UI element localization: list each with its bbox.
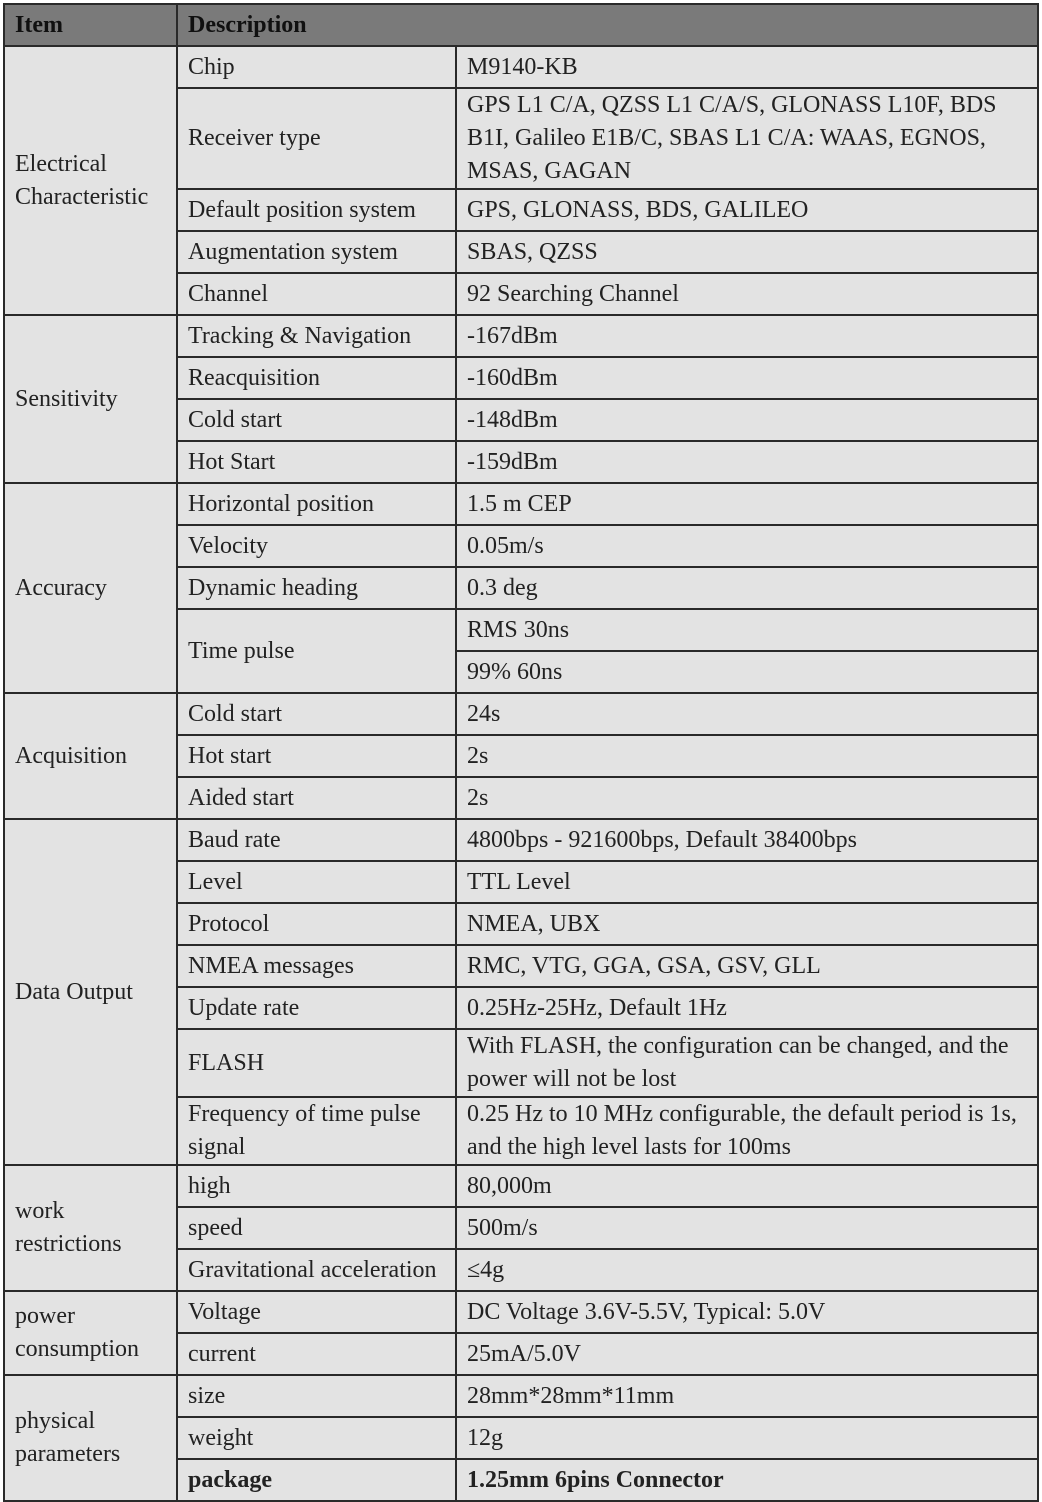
parameter-cell: Chip [177,46,456,88]
table-row [4,315,1038,357]
header-item: Item [4,4,177,46]
value-cell: 0.3 deg [456,567,1038,609]
parameter-cell: Gravitational acceleration [177,1249,456,1291]
parameter-cell: Frequency of time pulse signal [177,1097,456,1165]
parameter-cell: Voltage [177,1291,456,1333]
value-cell: DC Voltage 3.6V-5.5V, Typical: 5.0V [456,1291,1038,1333]
table-row [4,1291,1038,1333]
parameter-cell: Horizontal position [177,483,456,525]
header-description: Description [177,4,1038,46]
parameter-cell: current [177,1333,456,1375]
value-cell: 500m/s [456,1207,1038,1249]
value-cell: 92 Searching Channel [456,273,1038,315]
table-row [4,819,1038,861]
parameter-cell: Reacquisition [177,357,456,399]
header-row [4,4,1038,46]
parameter-cell: high [177,1165,456,1207]
value-cell: -160dBm [456,357,1038,399]
value-cell: M9140-KB [456,46,1038,88]
parameter-cell: size [177,1375,456,1417]
parameter-cell: Baud rate [177,819,456,861]
value-cell: 4800bps - 921600bps, Default 38400bps [456,819,1038,861]
value-cell: RMS 30ns [456,609,1038,651]
parameter-cell: package [177,1459,456,1501]
value-cell: -148dBm [456,399,1038,441]
parameter-cell: Protocol [177,903,456,945]
value-cell: SBAS, QZSS [456,231,1038,273]
parameter-cell: Update rate [177,987,456,1029]
table-row [4,46,1038,88]
parameter-cell: Default position system [177,189,456,231]
value-cell: 2s [456,735,1038,777]
parameter-cell: Tracking & Navigation [177,315,456,357]
parameter-cell: Velocity [177,525,456,567]
value-cell: 1.25mm 6pins Connector [456,1459,1038,1501]
group-label: Electrical Characteristic [4,46,177,315]
value-cell: RMC, VTG, GGA, GSA, GSV, GLL [456,945,1038,987]
value-cell: 99% 60ns [456,651,1038,693]
table-body [4,46,1038,1501]
value-cell: 0.25Hz-25Hz, Default 1Hz [456,987,1038,1029]
value-cell: 24s [456,693,1038,735]
value-cell: -159dBm [456,441,1038,483]
parameter-cell: Hot Start [177,441,456,483]
spec-table [3,3,1039,1502]
group-label: Accuracy [4,483,177,693]
table-header [4,4,1038,46]
group-label: Acquisition [4,693,177,819]
parameter-cell: Aided start [177,777,456,819]
group-label: power consumption [4,1291,177,1375]
group-label: Sensitivity [4,315,177,483]
table-row [4,1165,1038,1207]
parameter-cell: Cold start [177,693,456,735]
parameter-cell: speed [177,1207,456,1249]
value-cell: 0.25 Hz to 10 MHz configurable, the default period is 1s, and the high level lasts for 100ms [456,1097,1038,1165]
parameter-cell: Level [177,861,456,903]
value-cell: 2s [456,777,1038,819]
table-row [4,1375,1038,1417]
group-label: Data Output [4,819,177,1165]
value-cell: 12g [456,1417,1038,1459]
table-row [4,483,1038,525]
parameter-cell: weight [177,1417,456,1459]
value-cell: GPS L1 C/A, QZSS L1 C/A/S, GLONASS L10F, BDS B1I, Galileo E1B/C, SBAS L1 C/A: WAAS, EGNOS, MSAS, GAGAN [456,88,1038,189]
value-cell: TTL Level [456,861,1038,903]
table-row [4,693,1038,735]
value-cell: -167dBm [456,315,1038,357]
value-cell: 25mA/5.0V [456,1333,1038,1375]
value-cell: 80,000m [456,1165,1038,1207]
parameter-cell: NMEA messages [177,945,456,987]
value-cell: GPS, GLONASS, BDS, GALILEO [456,189,1038,231]
value-cell: 0.05m/s [456,525,1038,567]
parameter-cell: Cold start [177,399,456,441]
parameter-cell: Channel [177,273,456,315]
parameter-cell: Time pulse [177,609,456,693]
parameter-cell: FLASH [177,1029,456,1097]
value-cell: With FLASH, the configuration can be changed, and the power will not be lost [456,1029,1038,1097]
group-label: physical parameters [4,1375,177,1501]
value-cell: ≤4g [456,1249,1038,1291]
parameter-cell: Receiver type [177,88,456,189]
parameter-cell: Dynamic heading [177,567,456,609]
value-cell: 1.5 m CEP [456,483,1038,525]
value-cell: NMEA, UBX [456,903,1038,945]
group-label: work restrictions [4,1165,177,1291]
value-cell: 28mm*28mm*11mm [456,1375,1038,1417]
parameter-cell: Hot start [177,735,456,777]
parameter-cell: Augmentation system [177,231,456,273]
